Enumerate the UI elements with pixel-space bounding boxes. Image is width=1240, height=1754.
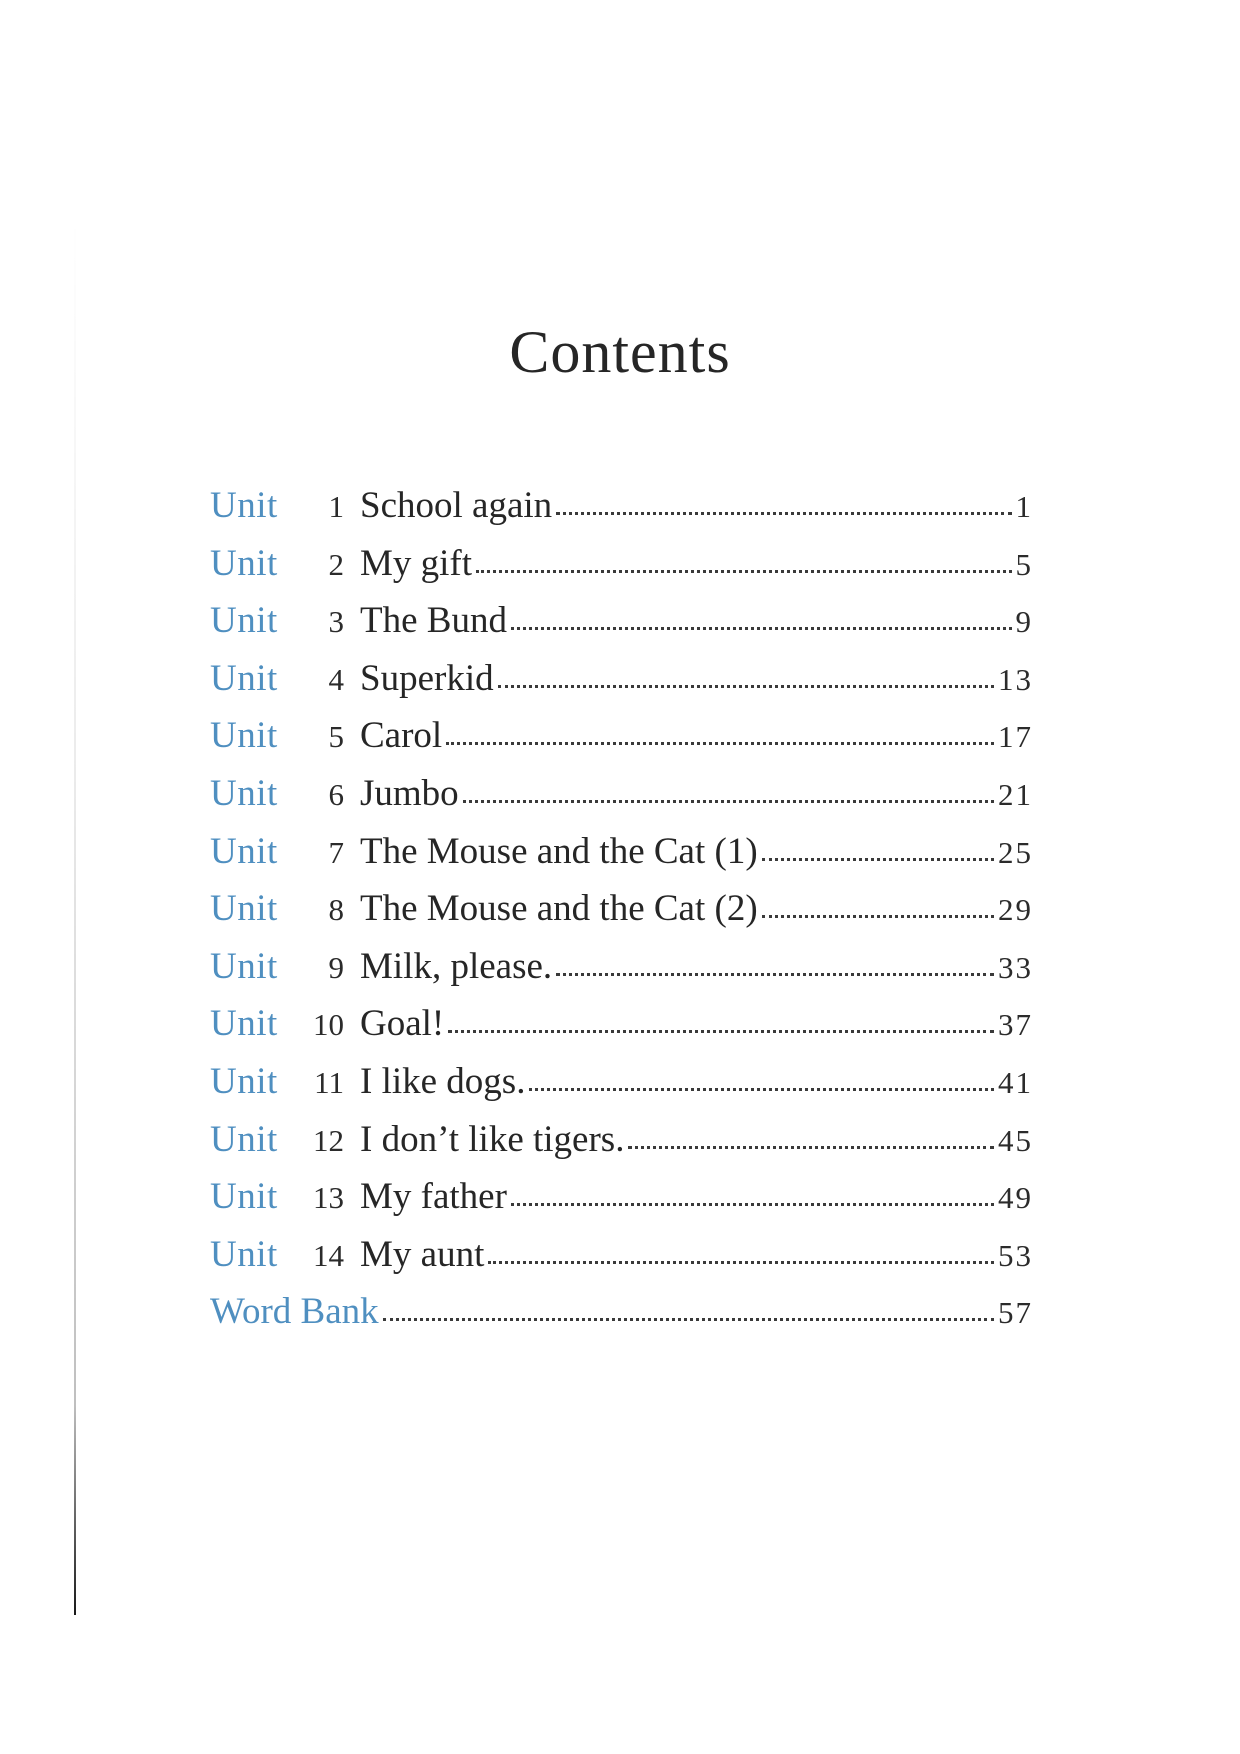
- unit-title: Goal!: [360, 1003, 445, 1045]
- word-bank-label: Word Bank: [210, 1291, 379, 1333]
- unit-title: My gift: [360, 542, 473, 584]
- dot-leader: [476, 560, 1011, 573]
- dot-leader: [556, 963, 994, 976]
- unit-title: I like dogs.: [360, 1060, 526, 1102]
- unit-title: Jumbo: [360, 772, 459, 814]
- dot-leader: [628, 1136, 994, 1149]
- unit-number: 10: [313, 1007, 344, 1043]
- page-number: 41: [998, 1064, 1033, 1100]
- unit-label: Unit: [210, 1176, 278, 1218]
- unit-number: 2: [328, 546, 344, 582]
- unit-number: 4: [328, 661, 344, 697]
- page-number: 33: [998, 949, 1033, 985]
- unit-number: 13: [313, 1180, 344, 1216]
- page-number: 13: [998, 661, 1033, 697]
- toc-entry[interactable]: [210, 599, 1033, 657]
- dot-leader: [463, 790, 994, 803]
- toc-entry[interactable]: [210, 830, 1033, 888]
- unit-number: 7: [328, 834, 344, 870]
- unit-label: Unit: [210, 715, 278, 757]
- toc-entry[interactable]: [210, 1233, 1033, 1291]
- page-number: 45: [998, 1122, 1033, 1158]
- unit-label: Unit: [210, 888, 278, 930]
- unit-title: Milk, please.: [360, 945, 553, 987]
- page-number: 57: [998, 1295, 1033, 1331]
- unit-title: Superkid: [360, 657, 494, 699]
- unit-title: The Mouse and the Cat (2): [360, 888, 758, 930]
- unit-number: 8: [328, 892, 344, 928]
- dot-leader: [529, 1078, 994, 1091]
- unit-label: Unit: [210, 1003, 278, 1045]
- toc-entry[interactable]: [210, 484, 1033, 542]
- unit-number: 14: [313, 1237, 344, 1273]
- toc-entry[interactable]: [210, 1002, 1033, 1060]
- page-number: 29: [998, 892, 1033, 928]
- unit-number: 11: [314, 1064, 344, 1100]
- toc-entry-word-bank[interactable]: [210, 1290, 1033, 1348]
- unit-label: Unit: [210, 830, 278, 872]
- dot-leader: [511, 1193, 994, 1206]
- dot-leader: [488, 1251, 994, 1264]
- page-number: 17: [998, 719, 1033, 755]
- unit-label: Unit: [210, 600, 278, 642]
- page-number: 1: [1015, 489, 1033, 524]
- unit-label: Unit: [210, 1233, 278, 1275]
- toc-entry[interactable]: [210, 542, 1033, 600]
- dot-leader: [556, 502, 1011, 515]
- toc-entry[interactable]: [210, 657, 1033, 715]
- toc-entry[interactable]: [210, 887, 1033, 945]
- unit-number: 5: [328, 719, 344, 755]
- unit-number: 12: [313, 1122, 344, 1158]
- dot-leader: [448, 1020, 994, 1033]
- page-number: 21: [998, 776, 1033, 812]
- dot-leader: [511, 617, 1012, 630]
- toc-entry[interactable]: [210, 772, 1033, 830]
- unit-label: Unit: [210, 657, 278, 699]
- unit-number: 1: [328, 489, 344, 524]
- unit-title: Carol: [360, 715, 443, 757]
- page-title: Contents: [509, 319, 731, 385]
- toc-entry[interactable]: [210, 714, 1033, 772]
- unit-label: Unit: [210, 1060, 278, 1102]
- page-number: 37: [998, 1007, 1033, 1043]
- unit-number: 9: [328, 949, 344, 985]
- page-number: 53: [998, 1237, 1033, 1273]
- page-number: 9: [1015, 604, 1033, 640]
- dot-leader: [498, 675, 994, 688]
- unit-title: My aunt: [360, 1233, 485, 1275]
- page-number: 25: [998, 834, 1033, 870]
- dot-leader: [383, 1308, 994, 1321]
- dot-leader: [762, 848, 994, 861]
- unit-label: Unit: [210, 485, 278, 526]
- page-number: 5: [1015, 546, 1033, 582]
- unit-label: Unit: [210, 945, 278, 987]
- dot-leader: [762, 905, 994, 918]
- page-number: 49: [998, 1180, 1033, 1216]
- unit-title: I don’t like tigers.: [360, 1118, 625, 1160]
- unit-title: School again: [360, 485, 553, 526]
- unit-title: My father: [360, 1176, 507, 1218]
- toc-entry[interactable]: [210, 945, 1033, 1003]
- unit-label: Unit: [210, 1118, 278, 1160]
- unit-title: The Mouse and the Cat (1): [360, 830, 758, 872]
- unit-number: 3: [328, 604, 344, 640]
- unit-title: The Bund: [360, 600, 507, 642]
- unit-label: Unit: [210, 772, 278, 814]
- dot-leader: [446, 732, 994, 745]
- table-of-contents: [210, 484, 1033, 1348]
- unit-number: 6: [328, 776, 344, 812]
- toc-entry[interactable]: [210, 1175, 1033, 1233]
- toc-entry[interactable]: [210, 1118, 1033, 1176]
- unit-label: Unit: [210, 542, 278, 584]
- scan-edge-line: [74, 215, 76, 1615]
- toc-entry[interactable]: [210, 1060, 1033, 1118]
